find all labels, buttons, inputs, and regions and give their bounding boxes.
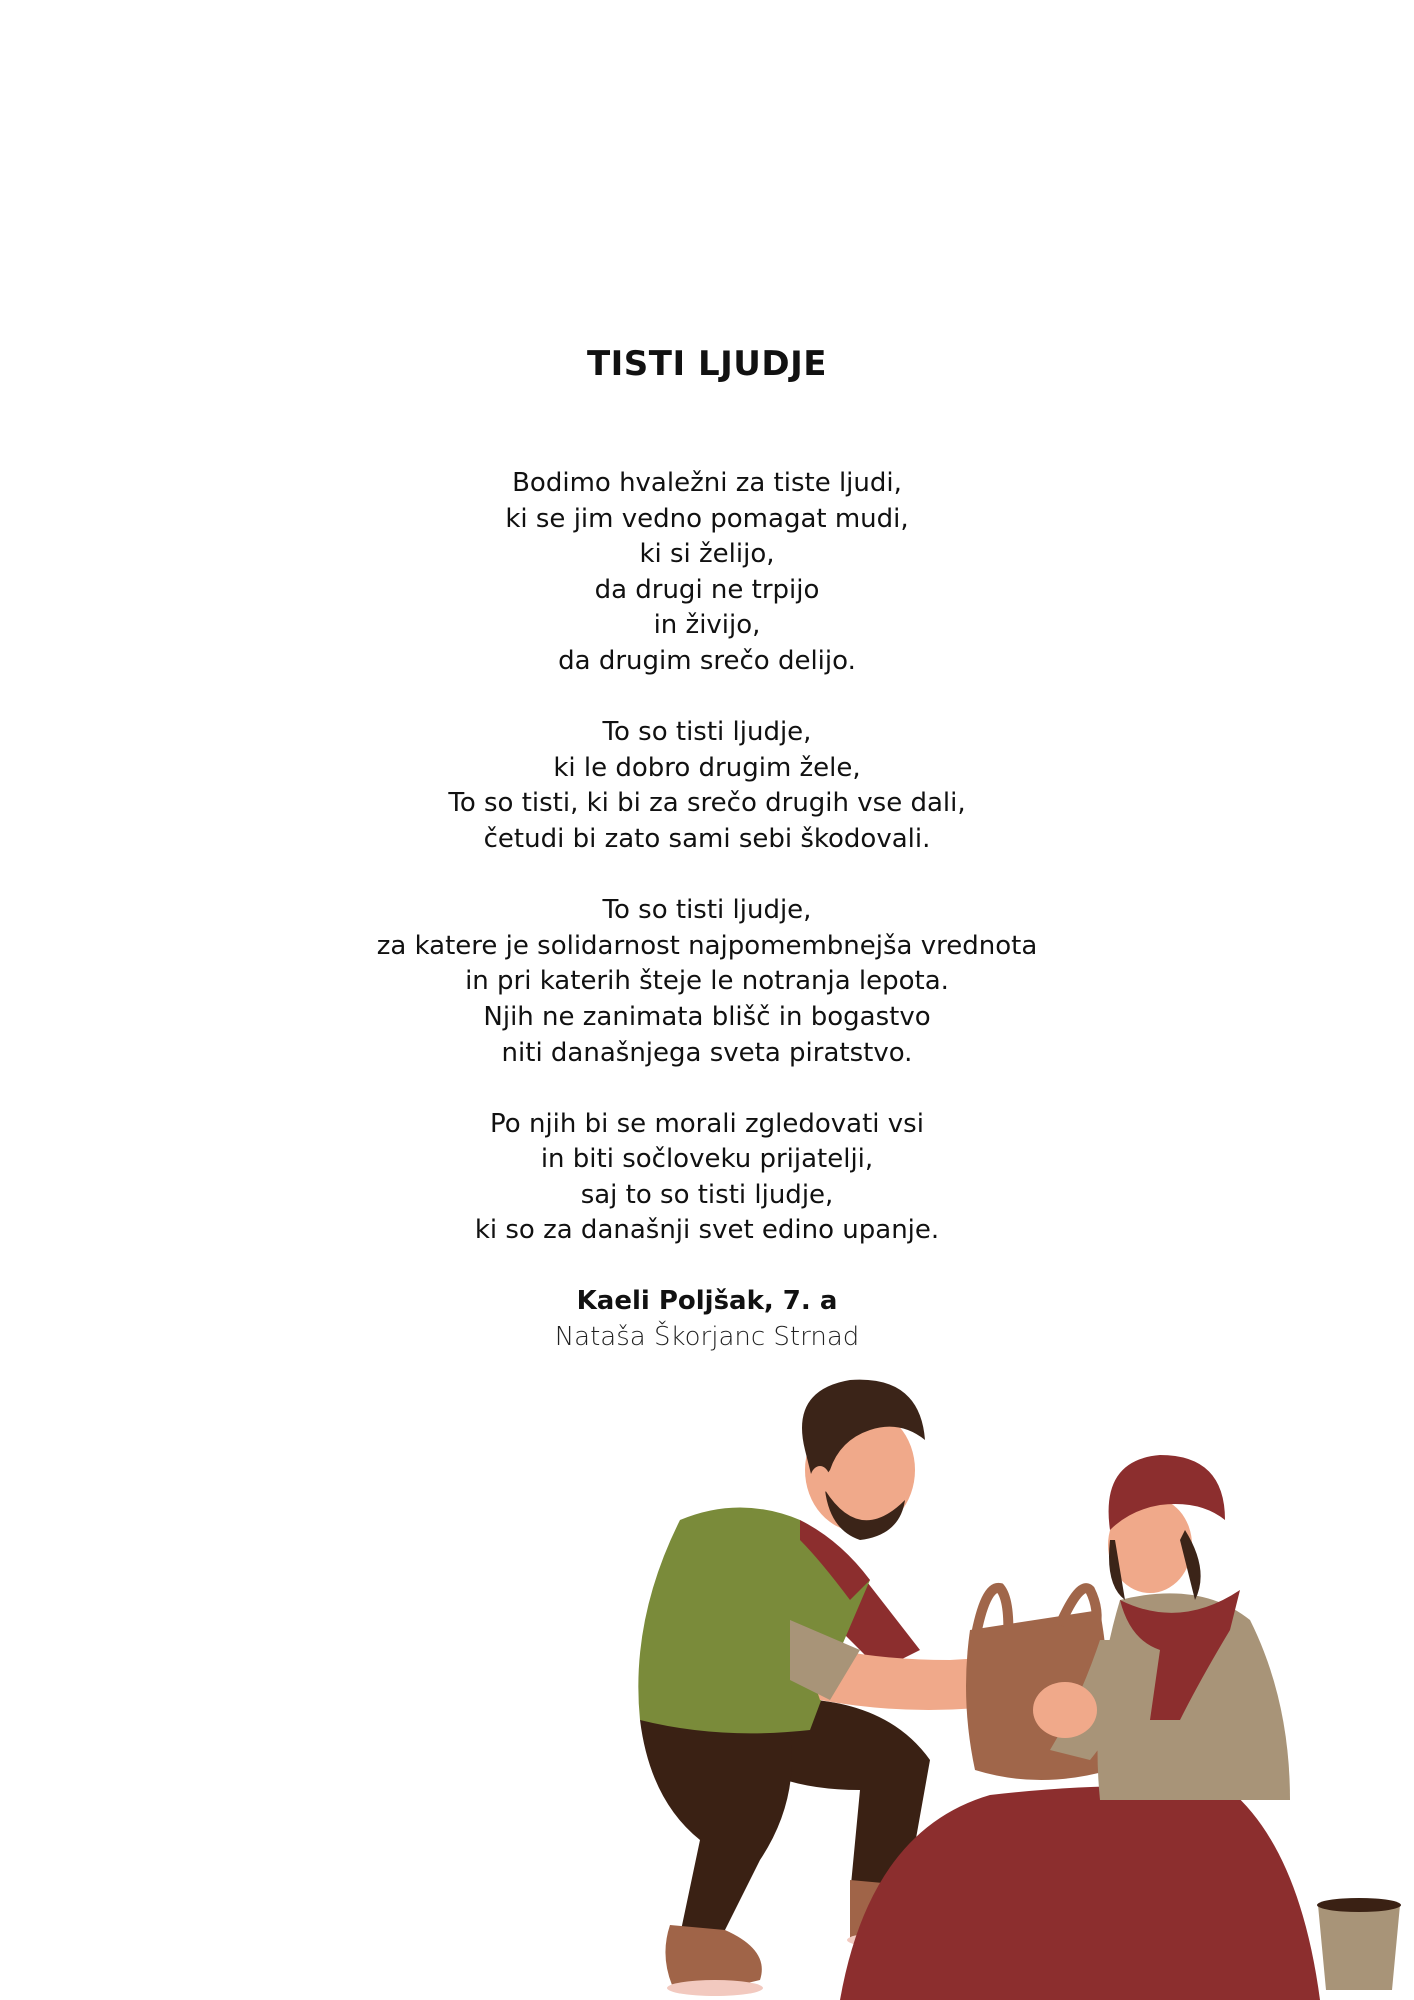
man-ear xyxy=(810,1466,830,1494)
poem-line: ki si želijo, xyxy=(639,539,775,570)
poem-line: saj to so tisti ljudje, xyxy=(580,1179,834,1210)
poem-line: Po njih bi se morali zgledovati vsi xyxy=(490,1108,924,1139)
stanza-1 xyxy=(0,466,1414,680)
boot-sole xyxy=(667,1980,763,1996)
woman-hand xyxy=(1033,1682,1097,1738)
poem-line: da drugim srečo delijo. xyxy=(558,645,856,676)
poem-body xyxy=(0,466,1414,1285)
seated-woman xyxy=(840,1455,1320,2000)
helping-illustration xyxy=(620,1370,1414,2000)
man-front-leg xyxy=(640,1707,792,1940)
stanza-3 xyxy=(0,893,1414,1071)
poem-line: in biti sočloveku prijatelji, xyxy=(540,1144,874,1175)
poem-line: četudi bi zato sami sebi škodovali. xyxy=(483,823,931,854)
poem-line: niti današnjega sveta piratstvo. xyxy=(501,1037,913,1068)
mentor-name: Nataša Škorjanc Strnad xyxy=(554,1322,860,1352)
poem-line: Njih ne zanimata blišč in bogastvo xyxy=(483,1001,931,1032)
poem-line: da drugi ne trpijo xyxy=(594,574,820,605)
author-name: Kaeli Poljšak, 7. a xyxy=(576,1286,838,1316)
poem-line: in pri katerih šteje le notranja lepota. xyxy=(465,966,949,997)
stanza-2 xyxy=(0,715,1414,857)
cup xyxy=(1317,1898,1401,1990)
cup-body xyxy=(1318,1905,1400,1990)
poem-line: za katere je solidarnost najpomembnejša vrednota xyxy=(376,930,1038,961)
poem-line: To so tisti ljudje, xyxy=(602,895,812,926)
poem-line: in živijo, xyxy=(653,610,761,641)
cup-rim xyxy=(1317,1898,1401,1912)
poem-line: ki le dobro drugim žele, xyxy=(553,752,861,783)
poem-line: To so tisti ljudje, xyxy=(602,717,812,748)
poem-line: To so tisti, ki bi za srečo drugih vse dali, xyxy=(448,788,966,819)
poem-title: TISTI LJUDJE xyxy=(586,344,828,384)
poem-line: ki se jim vedno pomagat mudi, xyxy=(505,503,909,534)
poem-line: ki so za današnji svet edino upanje. xyxy=(474,1215,940,1246)
man-boot-front xyxy=(665,1925,761,1989)
stanza-4 xyxy=(0,1107,1414,1249)
poem-line: Bodimo hvaležni za tiste ljudi, xyxy=(512,468,902,498)
